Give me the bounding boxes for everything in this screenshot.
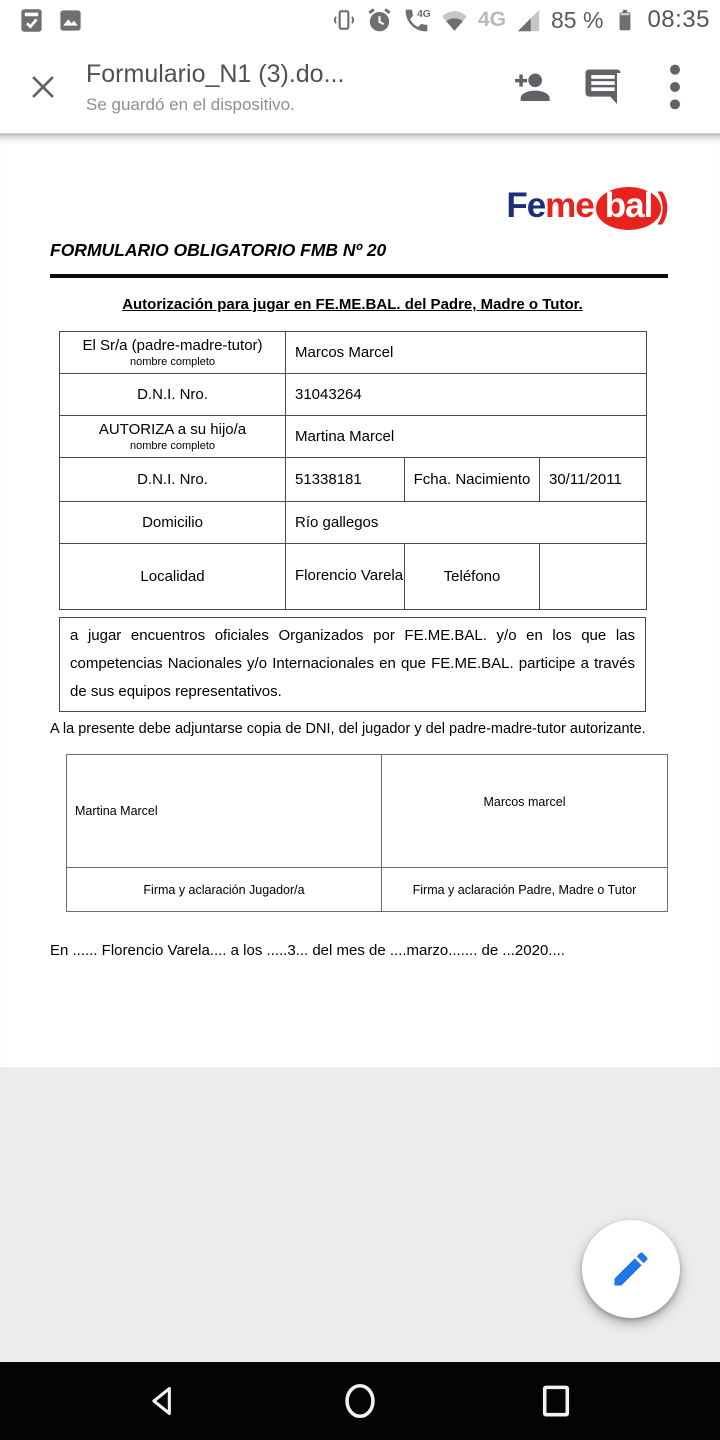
table-row xyxy=(60,332,647,374)
date-line: En ...... Florencio Varela.... a los .....3... del mes de ....marzo....... de ...2020.... xyxy=(50,942,565,959)
field-value-parent-name: Marcos Marcel xyxy=(286,332,647,374)
signature-parent-caption: Firma y aclaración Padre, Madre o Tutor xyxy=(382,868,668,912)
volte-4g-icon xyxy=(402,6,431,35)
field-label-parent: El Sr/a (padre-madre-tutor) nombre completo xyxy=(60,332,286,374)
field-sublabel: nombre completo xyxy=(130,440,215,452)
download-done-icon xyxy=(18,7,45,34)
signature-player-caption: Firma y aclaración Jugador/a xyxy=(67,868,382,912)
table-row xyxy=(60,416,647,458)
signature-table xyxy=(66,754,668,912)
edit-fab-button[interactable] xyxy=(582,1220,680,1318)
field-value-city: Florencio Varela xyxy=(286,544,405,610)
clock: 08:35 xyxy=(647,6,710,33)
overflow-menu-icon xyxy=(664,61,686,113)
status-bar xyxy=(0,0,720,40)
table-row xyxy=(60,458,647,502)
battery-percent: 85 % xyxy=(551,6,604,33)
comments-button[interactable] xyxy=(580,64,626,110)
document-title: Formulario_N1 (3).do... xyxy=(86,60,345,88)
table-row xyxy=(60,544,647,610)
field-label-child: AUTORIZA a su hijo/a nombre completo xyxy=(60,416,286,458)
table-row xyxy=(67,755,668,868)
svg-text:4G: 4G xyxy=(417,8,431,20)
page-background xyxy=(0,1067,720,1362)
signal-icon xyxy=(515,7,542,34)
edit-pencil-icon xyxy=(609,1247,653,1291)
home-icon xyxy=(341,1381,379,1421)
battery-icon xyxy=(612,6,638,34)
logo-text-fe: Fe xyxy=(506,186,546,225)
wifi-icon xyxy=(440,6,469,35)
back-icon xyxy=(145,1382,183,1420)
field-label-address: Domicilio xyxy=(60,502,286,544)
field-label-phone: Teléfono xyxy=(405,544,540,610)
field-label-parent-dni: D.N.I. Nro. xyxy=(60,374,286,416)
field-label-birthdate: Fcha. Nacimiento xyxy=(405,458,540,502)
table-row xyxy=(67,868,668,912)
field-value-child-name: Martina Marcel xyxy=(286,416,647,458)
attachment-note: A la presente debe adjuntarse copia de DNI, del jugador y del padre-madre-tutor autorizante. xyxy=(50,721,646,737)
alarm-icon xyxy=(366,7,393,34)
logo-text-me: me xyxy=(545,186,594,225)
table-row xyxy=(60,502,647,544)
field-value-phone xyxy=(540,544,647,610)
save-status: Se guardó en el dispositivo. xyxy=(86,95,295,114)
authorization-table xyxy=(59,331,647,610)
overflow-menu-button[interactable] xyxy=(652,64,698,110)
network-type-label: 4G xyxy=(477,8,506,31)
field-value-parent-dni: 31043264 xyxy=(286,374,647,416)
table-row xyxy=(60,374,647,416)
authorization-paragraph: a jugar encuentros oficiales Organizados por FE.ME.BAL. y/o en los que las competencias Nacionales y/o Internacionales en que FE.ME.BAL. participe a través de sus equipos representativos. xyxy=(59,617,646,712)
femebal-logo xyxy=(506,186,668,230)
navigation-bar xyxy=(0,1362,720,1440)
system-status-icons xyxy=(331,6,710,35)
field-value-child-dni: 51338181 xyxy=(286,458,405,502)
signature-parent-name: Marcos marcel xyxy=(382,755,668,868)
add-person-icon xyxy=(509,67,553,107)
home-button[interactable] xyxy=(330,1371,390,1431)
title-block xyxy=(86,58,508,115)
screenshot-icon xyxy=(57,7,84,34)
recents-icon xyxy=(537,1382,575,1420)
share-button[interactable] xyxy=(508,64,554,110)
field-value-birthdate: 30/11/2011 xyxy=(540,458,647,502)
logo-oval: bal xyxy=(596,187,662,230)
recents-button[interactable] xyxy=(526,1371,586,1431)
document-page xyxy=(0,136,720,1067)
notification-icons xyxy=(10,7,84,34)
form-subheading: Autorización para jugar en FE.ME.BAL. del Padre, Madre o Tutor. xyxy=(122,296,583,313)
close-button[interactable] xyxy=(0,70,86,104)
field-value-address: Río gallegos xyxy=(286,502,647,544)
field-sublabel: nombre completo xyxy=(130,356,215,368)
form-heading: FORMULARIO OBLIGATORIO FMB Nº 20 xyxy=(50,240,387,260)
app-bar xyxy=(0,40,720,133)
close-icon xyxy=(26,70,60,104)
comment-icon xyxy=(582,66,624,108)
logo-paren: ) xyxy=(657,186,668,225)
vibrate-icon xyxy=(331,7,357,33)
app-bar-actions xyxy=(508,64,720,110)
field-label-child-dni: D.N.I. Nro. xyxy=(60,458,286,502)
field-label-city: Localidad xyxy=(60,544,286,610)
back-button[interactable] xyxy=(134,1371,194,1431)
heading-rule xyxy=(50,274,668,278)
signature-player-name: Martina Marcel xyxy=(67,755,382,868)
